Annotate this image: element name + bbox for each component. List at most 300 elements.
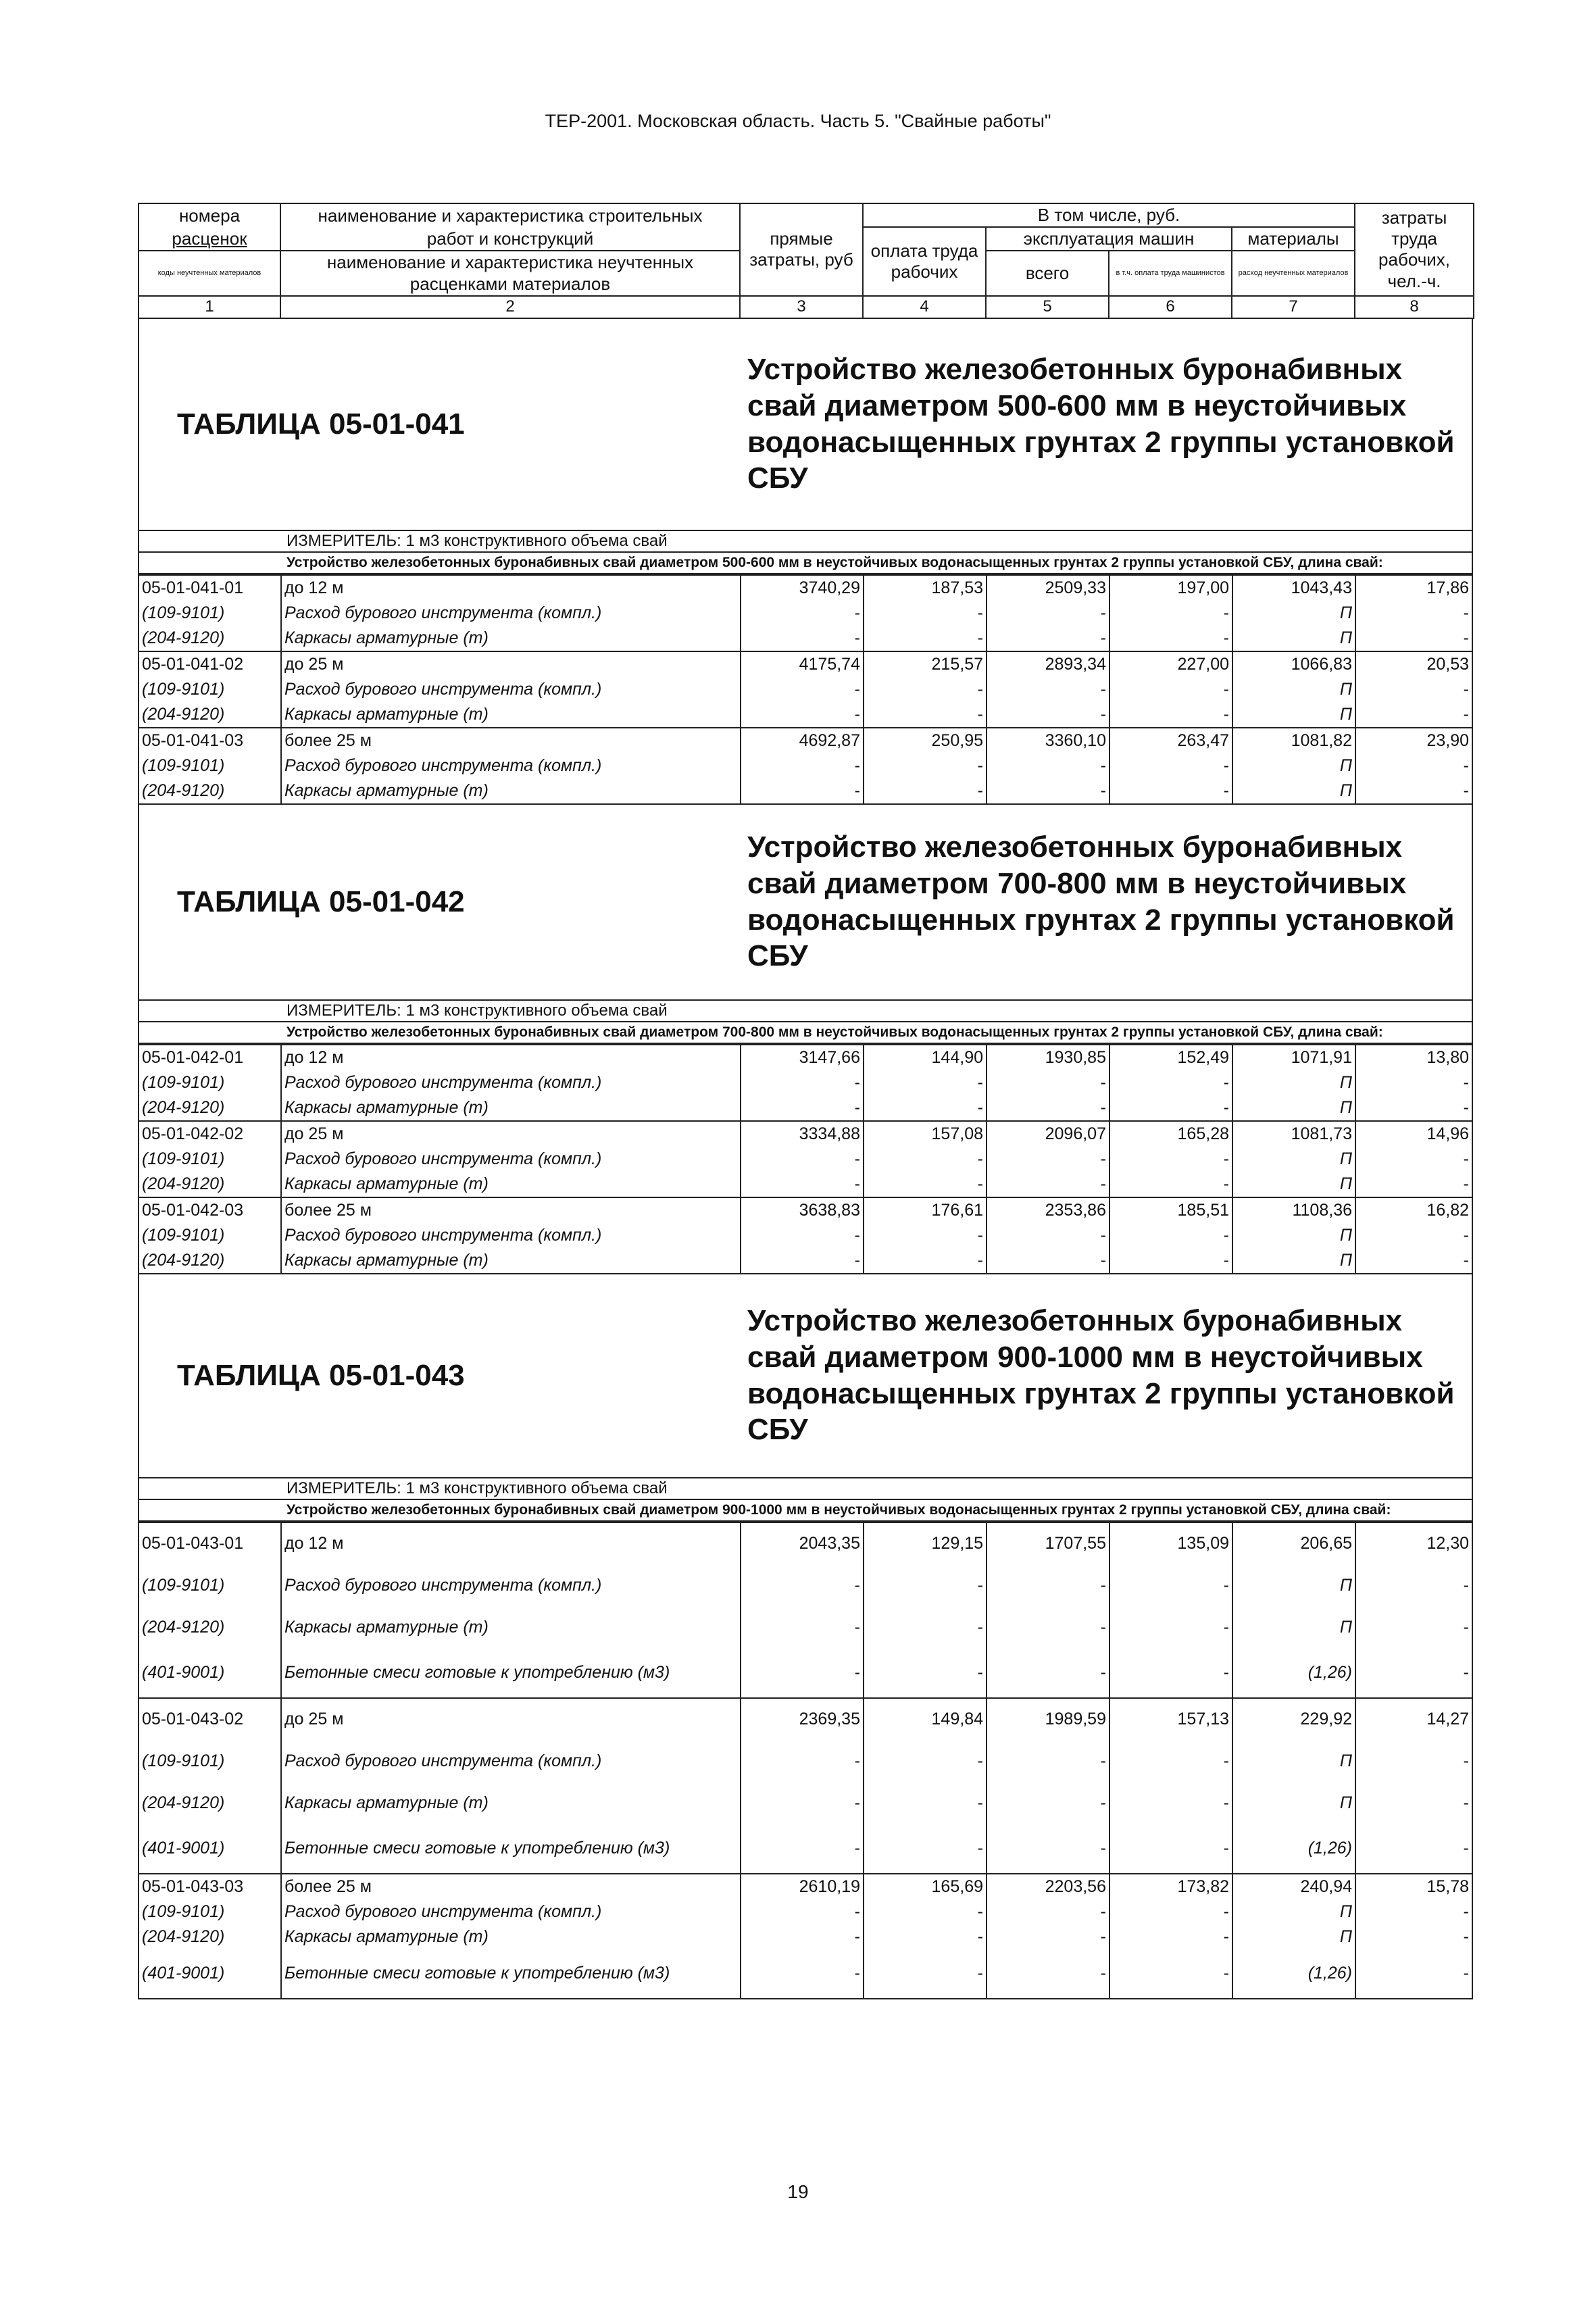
work-name: до 12 м	[281, 1045, 741, 1070]
direct-cost: -	[741, 677, 864, 702]
material-code: (204-9120)	[139, 1095, 281, 1121]
machinists-pay: -	[1109, 601, 1232, 626]
machines-total: -	[987, 702, 1109, 728]
labor-pay: 215,57	[864, 651, 987, 677]
material-code: (401-9001)	[139, 1949, 281, 1998]
material-code: (401-9001)	[139, 1824, 281, 1874]
work-name: до 25 м	[281, 1121, 741, 1147]
machines-total: 2509,33	[987, 575, 1109, 601]
labor-pay: 144,90	[864, 1045, 987, 1070]
machines-total: -	[987, 1172, 1109, 1197]
labor-hours: -	[1463, 1662, 1469, 1682]
work-name: до 12 м	[281, 575, 741, 601]
machines-total: -	[987, 1824, 1109, 1874]
machinists-pay: -	[1109, 1565, 1232, 1607]
direct-cost: 3740,29	[741, 575, 864, 601]
header-c1-top: номера	[139, 203, 280, 227]
materials: (1,26)	[1232, 1649, 1355, 1698]
machines-total: -	[987, 601, 1109, 626]
materials: 1081,82	[1232, 728, 1355, 753]
machines-total: -	[987, 1741, 1109, 1783]
table-row	[139, 753, 1472, 778]
table-row	[139, 728, 1472, 753]
materials: П	[1232, 1095, 1355, 1121]
header-c6: в т.ч. оплата труда машинистов	[1109, 251, 1232, 295]
materials: 1043,43	[1232, 575, 1355, 601]
table-row	[139, 1607, 1472, 1649]
table-label: ТАБЛИЦА 05-01-042	[177, 885, 465, 918]
table-row	[139, 1741, 1472, 1783]
material-name: Расход бурового инструмента (компл.)	[281, 1223, 741, 1248]
machines-total: -	[987, 626, 1109, 651]
machinists-pay: -	[1109, 1783, 1232, 1824]
rate-code: 05-01-043-03	[139, 1874, 281, 1899]
table-banner	[139, 805, 1472, 1001]
machinists-pay: 165,28	[1109, 1121, 1232, 1147]
materials: П	[1232, 1223, 1355, 1248]
table-subtitle: Устройство железобетонных буронабивных свай диаметром 900-1000 мм в неустойчивых водонасыщенных грунтах 2 группы установкой СБУ, длина свай:	[139, 1500, 1472, 1522]
table-title: Устройство железобетонных буронабивных свай диаметром 700-800 мм в неустойчивых водонасыщенных грунтах 2 группы установкой СБУ	[747, 830, 1455, 973]
material-code: (109-9101)	[139, 1223, 281, 1248]
machinists-pay: -	[1109, 702, 1232, 728]
labor-hours: -	[1463, 1225, 1469, 1245]
materials: П	[1232, 1607, 1355, 1649]
rate-code: 05-01-041-03	[139, 728, 281, 753]
materials: П	[1232, 702, 1355, 728]
table-row	[139, 1565, 1472, 1607]
labor-hours: 15,78	[1355, 1874, 1472, 1899]
materials: П	[1232, 1070, 1355, 1095]
machines-total: -	[987, 778, 1109, 803]
direct-cost: -	[741, 702, 864, 728]
material-code: (109-9101)	[139, 1565, 281, 1607]
table-row	[139, 1147, 1472, 1172]
labor-hours: -	[1463, 1072, 1469, 1092]
material-name: Каркасы арматурные (т)	[281, 778, 741, 803]
material-name: Каркасы арматурные (т)	[281, 1172, 741, 1197]
labor-pay: -	[864, 1783, 987, 1824]
labor-pay: -	[864, 1172, 987, 1197]
machines-total: 1989,59	[987, 1698, 1109, 1741]
machines-total: -	[987, 1147, 1109, 1172]
machines-total: -	[987, 677, 1109, 702]
material-code: (204-9120)	[139, 702, 281, 728]
machines-total: -	[987, 1223, 1109, 1248]
labor-pay: -	[864, 1899, 987, 1924]
direct-cost: -	[741, 1824, 864, 1874]
machinists-pay: 173,82	[1109, 1874, 1232, 1899]
rate-code: 05-01-042-02	[139, 1121, 281, 1147]
direct-cost: -	[741, 1172, 864, 1197]
material-name: Каркасы арматурные (т)	[281, 626, 741, 651]
work-name: до 12 м	[281, 1522, 741, 1565]
material-code: (204-9120)	[139, 778, 281, 803]
table-title: Устройство железобетонных буронабивных свай диаметром 900-1000 мм в неустойчивых водонасыщенных грунтах 2 группы установкой СБУ	[747, 1304, 1455, 1447]
material-code: (109-9101)	[139, 1070, 281, 1095]
labor-hours: 14,96	[1355, 1121, 1472, 1147]
machines-total: 2096,07	[987, 1121, 1109, 1147]
table-row	[139, 1197, 1472, 1223]
direct-cost: 3638,83	[741, 1197, 864, 1223]
labor-pay: -	[864, 1949, 987, 1998]
material-name: Расход бурового инструмента (компл.)	[281, 1147, 741, 1172]
machines-total: 3360,10	[987, 728, 1109, 753]
machinists-pay: -	[1109, 626, 1232, 651]
document-table-frame	[138, 203, 1473, 1999]
labor-pay: -	[864, 753, 987, 778]
machinists-pay: -	[1109, 1172, 1232, 1197]
rate-code: 05-01-043-02	[139, 1698, 281, 1741]
materials: 1071,91	[1232, 1045, 1355, 1070]
header-group: В том числе, руб.	[863, 203, 1355, 227]
materials: П	[1232, 1565, 1355, 1607]
machinists-pay: 227,00	[1109, 651, 1232, 677]
labor-pay: -	[864, 778, 987, 803]
table-row	[139, 1045, 1472, 1070]
machinists-pay: -	[1109, 677, 1232, 702]
rate-code: 05-01-043-01	[139, 1522, 281, 1565]
materials: П	[1232, 1741, 1355, 1783]
machines-total: -	[987, 1783, 1109, 1824]
labor-hours: -	[1463, 1838, 1469, 1858]
table-row	[139, 575, 1472, 601]
labor-pay: 165,69	[864, 1874, 987, 1899]
material-name: Бетонные смеси готовые к употреблению (м3)	[281, 1824, 741, 1874]
page-number: 19	[787, 2181, 809, 2202]
labor-pay: -	[864, 702, 987, 728]
machines-total: -	[987, 753, 1109, 778]
machines-total: -	[987, 1095, 1109, 1121]
labor-hours: -	[1463, 1576, 1469, 1595]
labor-pay: -	[864, 1607, 987, 1649]
table-row	[139, 601, 1472, 626]
header-c3: прямые затраты, руб	[740, 203, 863, 296]
labor-hours: -	[1463, 1901, 1469, 1921]
header-c7-top: материалы	[1232, 227, 1355, 251]
labor-pay: -	[864, 677, 987, 702]
labor-hours: -	[1463, 780, 1469, 800]
material-code: (204-9120)	[139, 626, 281, 651]
table-row	[139, 1248, 1472, 1273]
machinists-pay: -	[1109, 1649, 1232, 1698]
direct-cost: -	[741, 1565, 864, 1607]
labor-hours: 16,82	[1355, 1197, 1472, 1223]
machinists-pay: -	[1109, 1095, 1232, 1121]
material-name: Каркасы арматурные (т)	[281, 1924, 741, 1949]
direct-cost: -	[741, 1741, 864, 1783]
direct-cost: 4692,87	[741, 728, 864, 753]
table-row	[139, 1783, 1472, 1824]
rates-table	[139, 1044, 1472, 1273]
labor-hours: 12,30	[1355, 1522, 1472, 1565]
labor-hours: -	[1463, 1149, 1469, 1168]
machines-total: 1930,85	[987, 1045, 1109, 1070]
labor-pay: -	[864, 1223, 987, 1248]
machines-total: -	[987, 1924, 1109, 1949]
direct-cost: -	[741, 1949, 864, 1998]
labor-hours: -	[1463, 1926, 1469, 1946]
materials: П	[1232, 778, 1355, 803]
labor-hours: 23,90	[1355, 728, 1472, 753]
labor-hours: 14,27	[1355, 1698, 1472, 1741]
table-row	[139, 778, 1472, 803]
direct-cost: 4175,74	[741, 651, 864, 677]
material-name: Расход бурового инструмента (компл.)	[281, 677, 741, 702]
material-code: (109-9101)	[139, 601, 281, 626]
machinists-pay: -	[1109, 1924, 1232, 1949]
col-number: 1	[139, 296, 280, 318]
table-row	[139, 1949, 1472, 1998]
labor-hours: -	[1463, 679, 1469, 699]
machinists-pay: -	[1109, 778, 1232, 803]
material-code: (109-9101)	[139, 1899, 281, 1924]
header-c2-top: наименование и характеристика строительных	[280, 203, 740, 227]
machines-total: -	[987, 1899, 1109, 1924]
table-subtitle: Устройство железобетонных буронабивных свай диаметром 700-800 мм в неустойчивых водонасыщенных грунтах 2 группы установкой СБУ, длина свай:	[139, 1022, 1472, 1044]
machinists-pay: -	[1109, 1741, 1232, 1783]
materials: П	[1232, 1783, 1355, 1824]
material-name: Бетонные смеси готовые к употреблению (м3)	[281, 1949, 741, 1998]
direct-cost: -	[741, 1070, 864, 1095]
labor-hours: -	[1463, 1618, 1469, 1637]
labor-hours: -	[1463, 1174, 1469, 1193]
materials: (1,26)	[1232, 1824, 1355, 1874]
direct-cost: -	[741, 1649, 864, 1698]
labor-hours: -	[1463, 1097, 1469, 1117]
work-name: более 25 м	[281, 1197, 741, 1223]
table-block-042	[138, 805, 1473, 1274]
labor-pay: -	[864, 1248, 987, 1273]
materials: 1081,73	[1232, 1121, 1355, 1147]
direct-cost: -	[741, 626, 864, 651]
header-c8: затраты труда рабочих, чел.-ч.	[1355, 203, 1474, 296]
material-code: (401-9001)	[139, 1649, 281, 1698]
labor-hours: -	[1463, 603, 1469, 622]
machines-total: -	[987, 1565, 1109, 1607]
materials: (1,26)	[1232, 1949, 1355, 1998]
header-c56: эксплуатация машин	[986, 227, 1232, 251]
work-name: до 25 м	[281, 651, 741, 677]
table-subtitle: Устройство железобетонных буронабивных свай диаметром 500-600 мм в неустойчивых водонасыщенных грунтах 2 группы установкой СБУ, длина свай:	[139, 553, 1472, 574]
machines-total: -	[987, 1070, 1109, 1095]
table-label: ТАБЛИЦА 05-01-041	[177, 407, 465, 441]
table-row	[139, 1924, 1472, 1949]
direct-cost: -	[741, 1147, 864, 1172]
materials: П	[1232, 1172, 1355, 1197]
rate-code: 05-01-042-03	[139, 1197, 281, 1223]
header-c2-mid: работ и конструкций	[280, 227, 740, 251]
material-name: Каркасы арматурные (т)	[281, 702, 741, 728]
materials: 1108,36	[1232, 1197, 1355, 1223]
header-c2-bot: наименование и характеристика неучтенных расценками материалов	[280, 251, 740, 295]
machinists-pay: -	[1109, 1248, 1232, 1273]
table-row	[139, 1899, 1472, 1924]
machinists-pay: 135,09	[1109, 1522, 1232, 1565]
col-number: 5	[986, 296, 1109, 318]
table-row	[139, 1095, 1472, 1121]
machinists-pay: -	[1109, 1607, 1232, 1649]
table-label: ТАБЛИЦА 05-01-043	[177, 1358, 465, 1392]
materials: П	[1232, 753, 1355, 778]
direct-cost: 2610,19	[741, 1874, 864, 1899]
direct-cost: -	[741, 1248, 864, 1273]
machinists-pay: 185,51	[1109, 1197, 1232, 1223]
direct-cost: 3334,88	[741, 1121, 864, 1147]
direct-cost: -	[741, 1223, 864, 1248]
machines-total: -	[987, 1248, 1109, 1273]
direct-cost: -	[741, 601, 864, 626]
labor-hours: -	[1463, 1963, 1469, 1983]
material-name: Расход бурового инструмента (компл.)	[281, 601, 741, 626]
measure-unit: ИЗМЕРИТЕЛЬ: 1 м3 конструктивного объема свай	[139, 1001, 1472, 1022]
materials: 229,92	[1232, 1698, 1355, 1741]
labor-pay: -	[864, 1070, 987, 1095]
material-name: Расход бурового инструмента (компл.)	[281, 1070, 741, 1095]
table-banner	[139, 319, 1472, 531]
header-c4: оплата труда рабочих	[863, 227, 986, 296]
labor-hours: -	[1463, 628, 1469, 647]
header-c5: всего	[986, 251, 1109, 295]
machinists-pay: -	[1109, 1070, 1232, 1095]
table-row	[139, 1172, 1472, 1197]
labor-pay: 129,15	[864, 1522, 987, 1565]
materials: П	[1232, 1924, 1355, 1949]
col-number: 2	[280, 296, 740, 318]
material-name: Расход бурового инструмента (компл.)	[281, 753, 741, 778]
machinists-pay: 157,13	[1109, 1698, 1232, 1741]
machinists-pay: 152,49	[1109, 1045, 1232, 1070]
labor-pay: -	[864, 1565, 987, 1607]
table-row	[139, 1223, 1472, 1248]
col-number: 3	[740, 296, 863, 318]
table-row	[139, 1874, 1472, 1899]
material-code: (204-9120)	[139, 1924, 281, 1949]
work-name: более 25 м	[281, 1874, 741, 1899]
machinists-pay: -	[1109, 1899, 1232, 1924]
materials: П	[1232, 1899, 1355, 1924]
table-block-041	[138, 319, 1473, 805]
labor-hours: 17,86	[1355, 575, 1472, 601]
page-header: ТЕР-2001. Московская область. Часть 5. "Свайные работы"	[545, 111, 1051, 131]
materials: П	[1232, 601, 1355, 626]
labor-pay: -	[864, 1147, 987, 1172]
col-number: 4	[863, 296, 986, 318]
machinists-pay: 197,00	[1109, 575, 1232, 601]
table-row	[139, 651, 1472, 677]
col-number: 7	[1232, 296, 1355, 318]
machines-total: 1707,55	[987, 1522, 1109, 1565]
labor-pay: -	[864, 626, 987, 651]
labor-hours: -	[1463, 1250, 1469, 1270]
labor-pay: -	[864, 1924, 987, 1949]
labor-pay: -	[864, 1095, 987, 1121]
header-c1-bot: коды неучтенных материалов	[139, 251, 280, 295]
table-row	[139, 626, 1472, 651]
machinists-pay: -	[1109, 1223, 1232, 1248]
rate-code: 05-01-042-01	[139, 1045, 281, 1070]
rate-code: 05-01-041-02	[139, 651, 281, 677]
machinists-pay: 263,47	[1109, 728, 1232, 753]
direct-cost: -	[741, 778, 864, 803]
col-number: 8	[1355, 296, 1474, 318]
labor-pay: -	[864, 1649, 987, 1698]
table-banner	[139, 1274, 1472, 1478]
material-code: (109-9101)	[139, 753, 281, 778]
direct-cost: -	[741, 1783, 864, 1824]
machinists-pay: -	[1109, 1147, 1232, 1172]
rate-code: 05-01-041-01	[139, 575, 281, 601]
labor-hours: 13,80	[1355, 1045, 1472, 1070]
material-code: (204-9120)	[139, 1783, 281, 1824]
labor-hours: -	[1463, 1793, 1469, 1813]
machines-total: -	[987, 1649, 1109, 1698]
table-row	[139, 1824, 1472, 1874]
measure-unit: ИЗМЕРИТЕЛЬ: 1 м3 конструктивного объема свай	[139, 531, 1472, 553]
materials: 206,65	[1232, 1522, 1355, 1565]
direct-cost: -	[741, 1095, 864, 1121]
direct-cost: 2369,35	[741, 1698, 864, 1741]
direct-cost: -	[741, 1607, 864, 1649]
material-code: (109-9101)	[139, 677, 281, 702]
material-name: Бетонные смеси готовые к употреблению (м3)	[281, 1649, 741, 1698]
machines-total: -	[987, 1949, 1109, 1998]
table-row	[139, 677, 1472, 702]
table-row	[139, 1121, 1472, 1147]
labor-pay: 250,95	[864, 728, 987, 753]
material-name: Каркасы арматурные (т)	[281, 1607, 741, 1649]
machines-total: 2353,86	[987, 1197, 1109, 1223]
table-row	[139, 1522, 1472, 1565]
material-code: (204-9120)	[139, 1607, 281, 1649]
material-name: Расход бурового инструмента (компл.)	[281, 1899, 741, 1924]
labor-hours: -	[1463, 755, 1469, 775]
labor-hours: 20,53	[1355, 651, 1472, 677]
table-row	[139, 1649, 1472, 1698]
machines-total: 2893,34	[987, 651, 1109, 677]
labor-pay: -	[864, 1741, 987, 1783]
column-header	[138, 203, 1474, 319]
direct-cost: -	[741, 1899, 864, 1924]
machines-total: 2203,56	[987, 1874, 1109, 1899]
labor-pay: 187,53	[864, 575, 987, 601]
direct-cost: 2043,35	[741, 1522, 864, 1565]
table-row	[139, 702, 1472, 728]
materials: П	[1232, 677, 1355, 702]
machines-total: -	[987, 1607, 1109, 1649]
work-name: до 25 м	[281, 1698, 741, 1741]
measure-unit: ИЗМЕРИТЕЛЬ: 1 м3 конструктивного объема свай	[139, 1478, 1472, 1500]
labor-hours: -	[1463, 1751, 1469, 1771]
labor-pay: 149,84	[864, 1698, 987, 1741]
labor-pay: -	[864, 1824, 987, 1874]
direct-cost: -	[741, 1924, 864, 1949]
material-code: (109-9101)	[139, 1147, 281, 1172]
direct-cost: 3147,66	[741, 1045, 864, 1070]
rates-table	[139, 574, 1472, 803]
machinists-pay: -	[1109, 1824, 1232, 1874]
material-name: Расход бурового инструмента (компл.)	[281, 1565, 741, 1607]
table-row	[139, 1698, 1472, 1741]
material-code: (204-9120)	[139, 1248, 281, 1273]
materials: П	[1232, 1248, 1355, 1273]
materials: 1066,83	[1232, 651, 1355, 677]
material-name: Каркасы арматурные (т)	[281, 1783, 741, 1824]
table-block-043	[138, 1274, 1473, 1999]
material-name: Расход бурового инструмента (компл.)	[281, 1741, 741, 1783]
rates-table	[139, 1522, 1472, 1998]
labor-pay: 176,61	[864, 1197, 987, 1223]
direct-cost: -	[741, 753, 864, 778]
